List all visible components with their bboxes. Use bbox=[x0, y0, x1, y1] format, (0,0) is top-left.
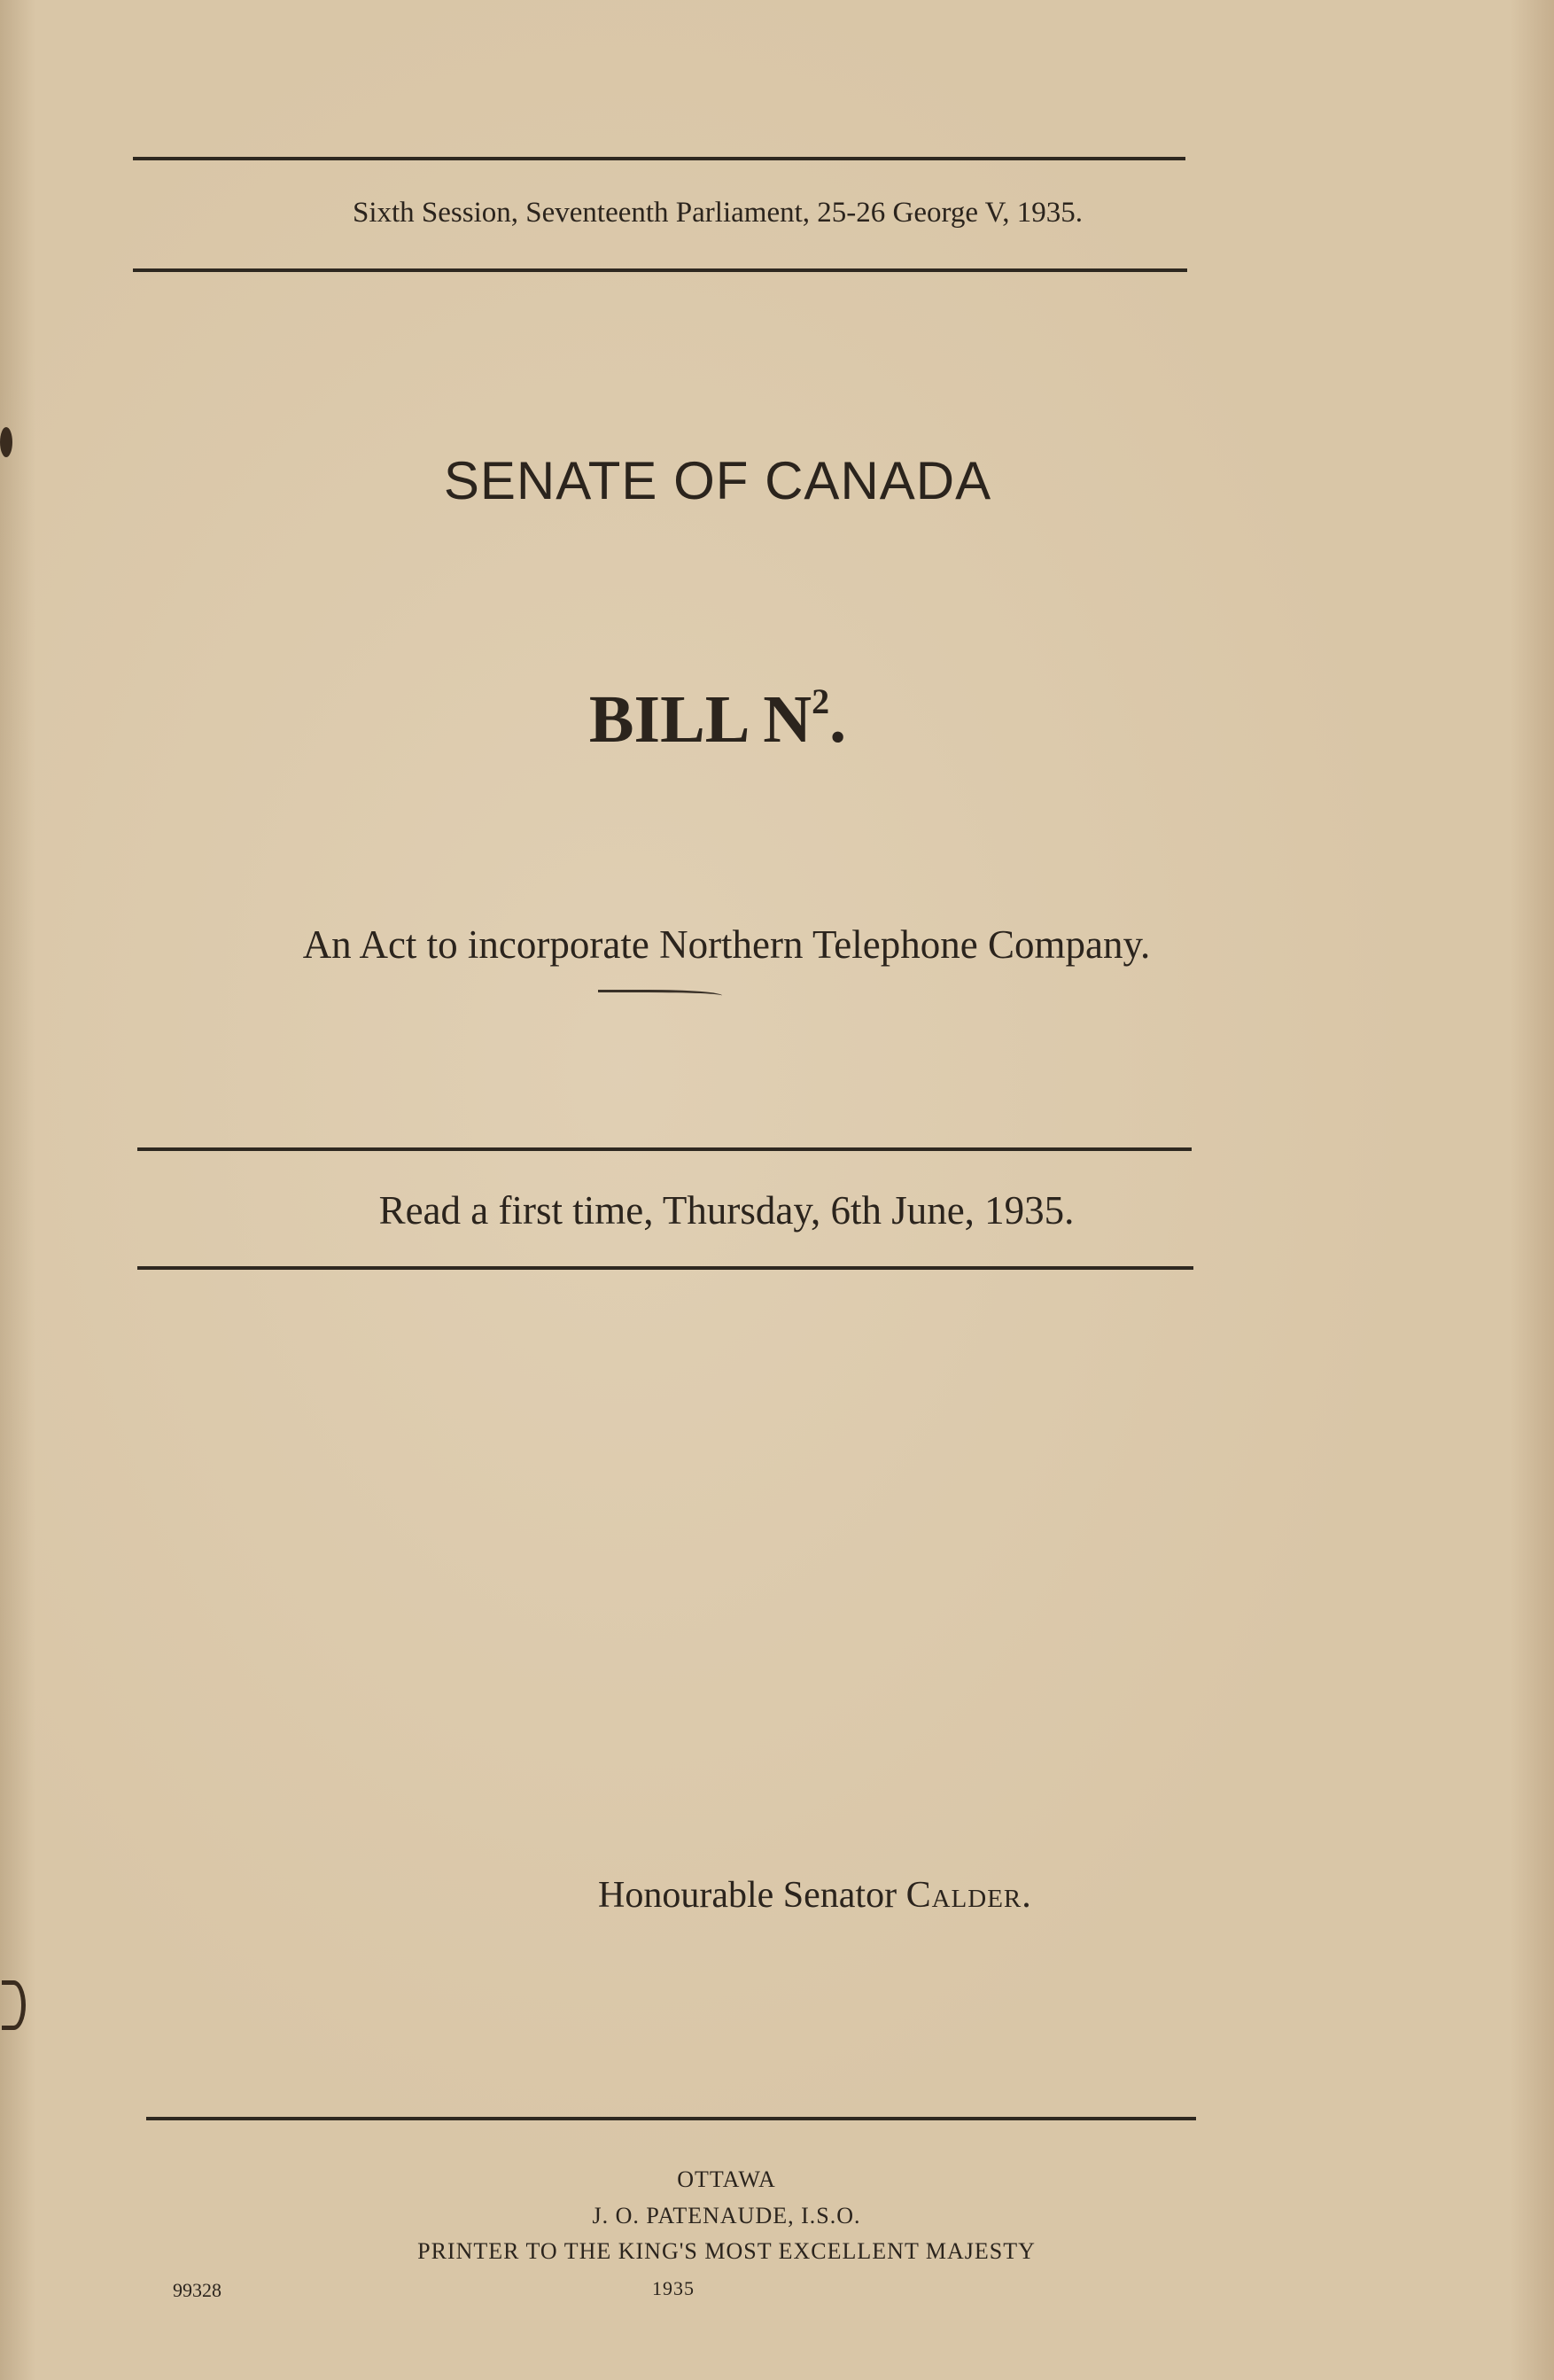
document-number: 99328 bbox=[173, 2279, 221, 2301]
middle-rule-1 bbox=[137, 1147, 1192, 1151]
binding-hole-top bbox=[0, 427, 12, 457]
sponsor-suffix: . bbox=[1022, 1875, 1031, 1916]
bottom-rule bbox=[146, 2117, 1196, 2120]
sponsor-name: Calder bbox=[905, 1875, 1022, 1916]
decorative-squiggle bbox=[598, 990, 722, 999]
imprint-office: PRINTER TO THE KING'S MOST EXCELLENT MAJESTY bbox=[417, 2238, 1036, 2264]
bill-suffix: . bbox=[829, 682, 847, 757]
sponsor-line bbox=[598, 1874, 1031, 1917]
top-rule-1 bbox=[133, 157, 1185, 160]
binding-hole-bottom bbox=[2, 1980, 26, 2030]
sponsor-prefix: Honourable Senator bbox=[598, 1875, 906, 1916]
bill-label: BILL N bbox=[588, 682, 812, 757]
session-line: Sixth Session, Seventeenth Parliament, 25-26 George V, 1935. bbox=[352, 197, 1084, 229]
imprint-year: 1935 bbox=[652, 2277, 695, 2299]
senate-heading: SENATE OF CANADA bbox=[443, 451, 992, 510]
bill-superscript: 2 bbox=[812, 681, 830, 721]
bill-number bbox=[133, 681, 1302, 758]
top-rule-2 bbox=[133, 268, 1187, 272]
middle-rule-2 bbox=[137, 1266, 1193, 1270]
imprint-city: OTTAWA bbox=[677, 2166, 776, 2192]
reading-line: Read a first time, Thursday, 6th June, 1935. bbox=[378, 1188, 1075, 1233]
imprint-printer: J. O. PATENAUDE, I.S.O. bbox=[592, 2203, 861, 2228]
act-title: An Act to incorporate Northern Telephone Company. bbox=[302, 922, 1151, 967]
